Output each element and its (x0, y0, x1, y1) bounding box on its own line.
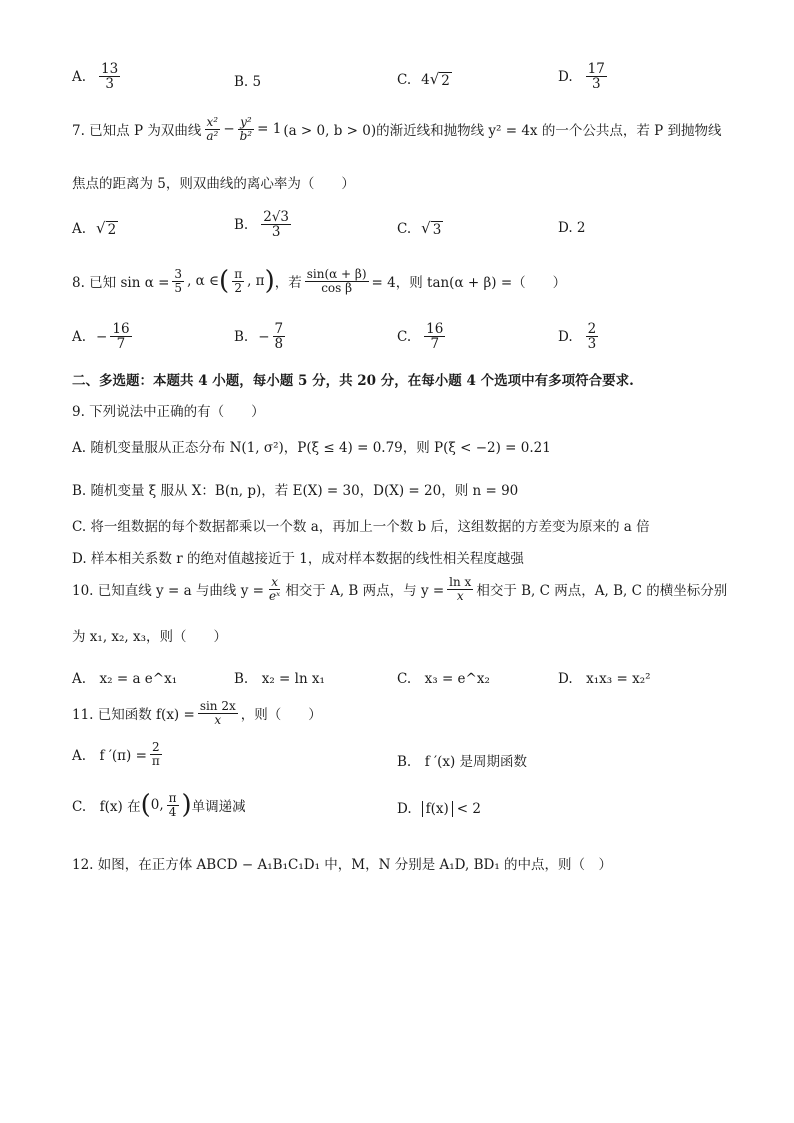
q7-option-b: B. $\frac{2√3}{3}$ (234, 209, 289, 241)
q9-option-b: B. 随机变量 ξ 服从 X：B(n, p)，若 E(X) = 30，D(X) = 20，则 n = 90 (72, 483, 519, 499)
q9-option-d: D. 样本相关系数 r 的绝对值越接近于 1，成对样本数据的线性相关程度越强 (72, 551, 524, 567)
q6-option-d: D. $\frac{17}{3}$ (558, 61, 605, 93)
q10-option-c: C. x₃ = e^x₂ (397, 671, 490, 687)
q11-option-a: A. f ′(π) = $\frac{2}{\pi}$ (72, 740, 160, 768)
q7-stem: 7. 已知点 P 为双曲线 $\frac{\text{x²}}{\text{a²}}$ − $\frac{\text{y²}}{\text{b²}}$ = 1 (a > 0, b > 0)的渐近线和抛物线 y² = 4x 的一个公共点，若 P 到抛物线 (72, 115, 722, 143)
section-heading: 二、多选题：本题共 4 小题，每小题 5 分，共 20 分，在每小题 4 个选项中有多项符合要求. (72, 373, 634, 389)
q10-stem: 10. 已知直线 y = a 与曲线 y = $\frac{x}{\text{eˣ}}$ 相交于 A, B 两点，与 y = $\frac{\text{ln x}}{x}$ 相交于 B, C 两点，A, B, C 的横坐标分别 (72, 575, 728, 603)
q6-option-c: C. 4 √ 2 (397, 70, 450, 89)
q8-option-c: C. $\frac{16}{7}$ (397, 321, 444, 353)
q7-option-a: A. √ 2 (72, 219, 117, 238)
q11-option-d: D. f(x) < 2 (397, 801, 481, 817)
q6-option-a: A. $\frac{13}{3}$ (72, 61, 119, 93)
q10-option-d: D. x₁x₃ = x₂² (558, 671, 651, 687)
q10-option-b: B. x₂ = ln x₁ (234, 671, 325, 687)
q7-option-c: C. √ 3 (397, 219, 442, 238)
q11-option-b: B. f ′(x) 是周期函数 (397, 754, 528, 770)
q7-option-d: D. 2 (558, 220, 586, 236)
q8-stem: 8. 已知 sin α = $\frac{3}{5}$ , α ∈ ( $\frac{\pi}{2}$ , π ) ，若 $\frac{\sin(\alpha + \beta)}{\text{cos β}}$ = 4，则 tan(α + β) =（ ） (72, 266, 567, 297)
q9-stem: 9. 下列说法中正确的有（ ） (72, 404, 265, 420)
q6-option-b: B. 5 (234, 74, 262, 90)
q8-option-b: B. − $\frac{7}{8}$ (234, 321, 284, 353)
q7-stem-line2: 焦点的距离为 5，则双曲线的离心率为（ ） (72, 176, 355, 192)
q10-stem-line2: 为 x₁, x₂, x₃，则（ ） (72, 629, 228, 645)
q11-stem: 11. 已知函数 f(x) = $\frac{\sin 2x}{x}$ ，则（ ） (72, 699, 322, 727)
q11-option-c: C. f(x) 在 ( 0, $\frac{\pi}{4}$ ) 单调递减 (72, 790, 246, 821)
q8-option-a: A. − $\frac{16}{7}$ (72, 321, 130, 353)
q8-option-d: D. $\frac{2}{3}$ (558, 321, 597, 353)
q10-option-a: A. x₂ = a e^x₁ (72, 671, 178, 687)
q9-option-a: A. 随机变量服从正态分布 N(1, σ²)，P(ξ ≤ 4) = 0.79，则 P(ξ < −2) = 0.21 (72, 440, 551, 456)
q12-stem: 12. 如图，在正方体 ABCD − A₁B₁C₁D₁ 中，M，N 分别是 A₁D, BD₁ 的中点，则（ ） (72, 857, 613, 873)
q9-option-c: C. 将一组数据的每个数据都乘以一个数 a，再加上一个数 b 后，这组数据的方差变为原来的 a 倍 (72, 519, 650, 535)
